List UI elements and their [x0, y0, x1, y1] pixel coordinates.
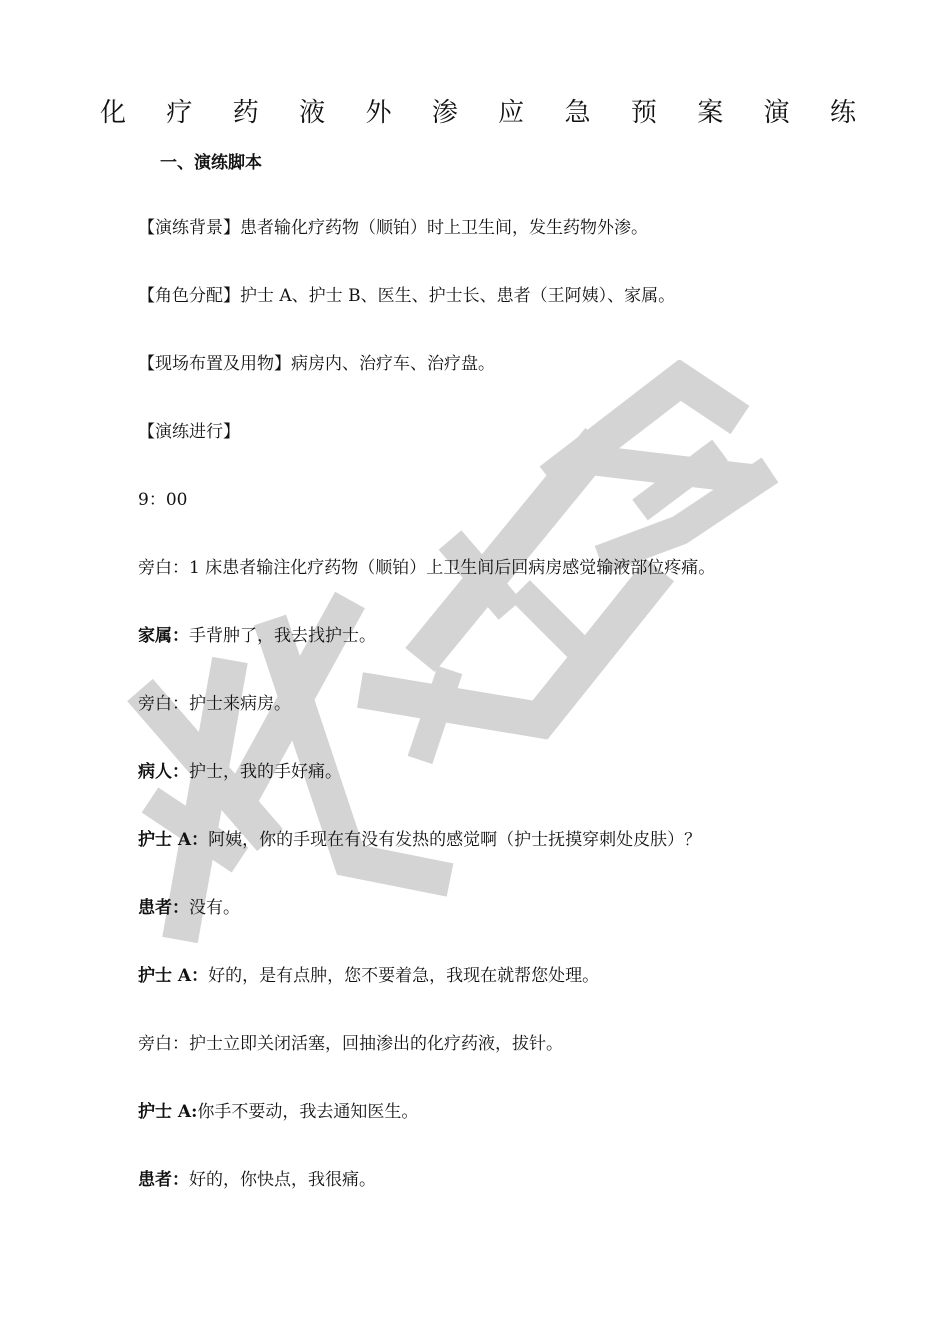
speaker-label: 患者：: [138, 1170, 189, 1190]
title-char: 案: [697, 98, 724, 128]
title-char: 渗: [431, 98, 458, 128]
script-line: [138, 692, 291, 716]
time-stamp: 9：00: [138, 490, 188, 510]
background-line: [138, 216, 648, 240]
roles-text: 护士 A、护士 B、医生、护士长、患者（王阿姨）、家属。: [240, 286, 676, 306]
script-line: [138, 556, 715, 580]
speaker-label: 病人：: [138, 762, 189, 782]
title-char: 化: [100, 98, 127, 128]
script-line: [138, 1168, 376, 1192]
dialogue-text: 你手不要动，我去通知医生。: [197, 1102, 419, 1122]
title-char: 外: [365, 98, 392, 128]
dialogue-text: 护士，我的手好痛。: [189, 762, 342, 782]
setup-text: 病房内、治疗车、治疗盘。: [291, 354, 495, 374]
speaker-label: 家属：: [138, 626, 189, 646]
watermark-graphic: [120, 360, 800, 950]
background-text: 患者输化疗药物（顺铂）时上卫生间，发生药物外渗。: [240, 218, 648, 238]
title-char: 应: [498, 98, 525, 128]
title-char: 练: [829, 98, 856, 128]
title-char: 急: [564, 98, 591, 128]
script-line: [138, 828, 701, 852]
dialogue-text: 好的，是有点肿，您不要着急，我现在就帮您处理。: [208, 966, 600, 986]
speaker-label: 护士 A：: [138, 830, 209, 850]
dialogue-text: 旁白：护士来病房。: [138, 694, 291, 714]
dialogue-text: 没有。: [189, 898, 240, 918]
dialogue-text: 旁白：1 床患者输注化疗药物（顺铂）上卫生间后回病房感觉输液部位疼痛。: [138, 558, 716, 578]
title-char: 液: [299, 98, 326, 128]
script-line: [138, 624, 376, 648]
title-char: 药: [232, 98, 259, 128]
script-line: [138, 896, 240, 920]
script-line: [138, 1032, 563, 1056]
dialogue-text: 好的，你快点，我很痛。: [189, 1170, 376, 1190]
title-char: 演: [763, 98, 790, 128]
speaker-label: 患者：: [138, 898, 189, 918]
script-line: [138, 760, 342, 784]
setup-line: [138, 352, 495, 376]
script-line: [138, 1100, 418, 1124]
progress-label: 【演练进行】: [138, 422, 240, 442]
dialogue-text: 手背肿了，我去找护士。: [189, 626, 376, 646]
title-char: 疗: [166, 98, 193, 128]
dialogue-text: 阿姨，你的手现在有没有发热的感觉啊（护士抚摸穿刺处皮肤）？: [208, 830, 702, 850]
dialogue-text: 旁白：护士立即关闭活塞，回抽渗出的化疗药液，拔针。: [138, 1034, 563, 1054]
speaker-label: 护士 A:: [138, 1102, 198, 1122]
speaker-label: 护士 A：: [138, 966, 209, 986]
script-line: [138, 964, 599, 988]
title-char: 预: [630, 98, 657, 128]
document-title: [100, 92, 856, 129]
section-heading: 一、演练脚本: [160, 153, 262, 173]
background-label: 【演练背景】: [138, 218, 240, 238]
setup-label: 【现场布置及用物】: [138, 354, 291, 374]
roles-line: [138, 284, 675, 308]
roles-label: 【角色分配】: [138, 286, 240, 306]
